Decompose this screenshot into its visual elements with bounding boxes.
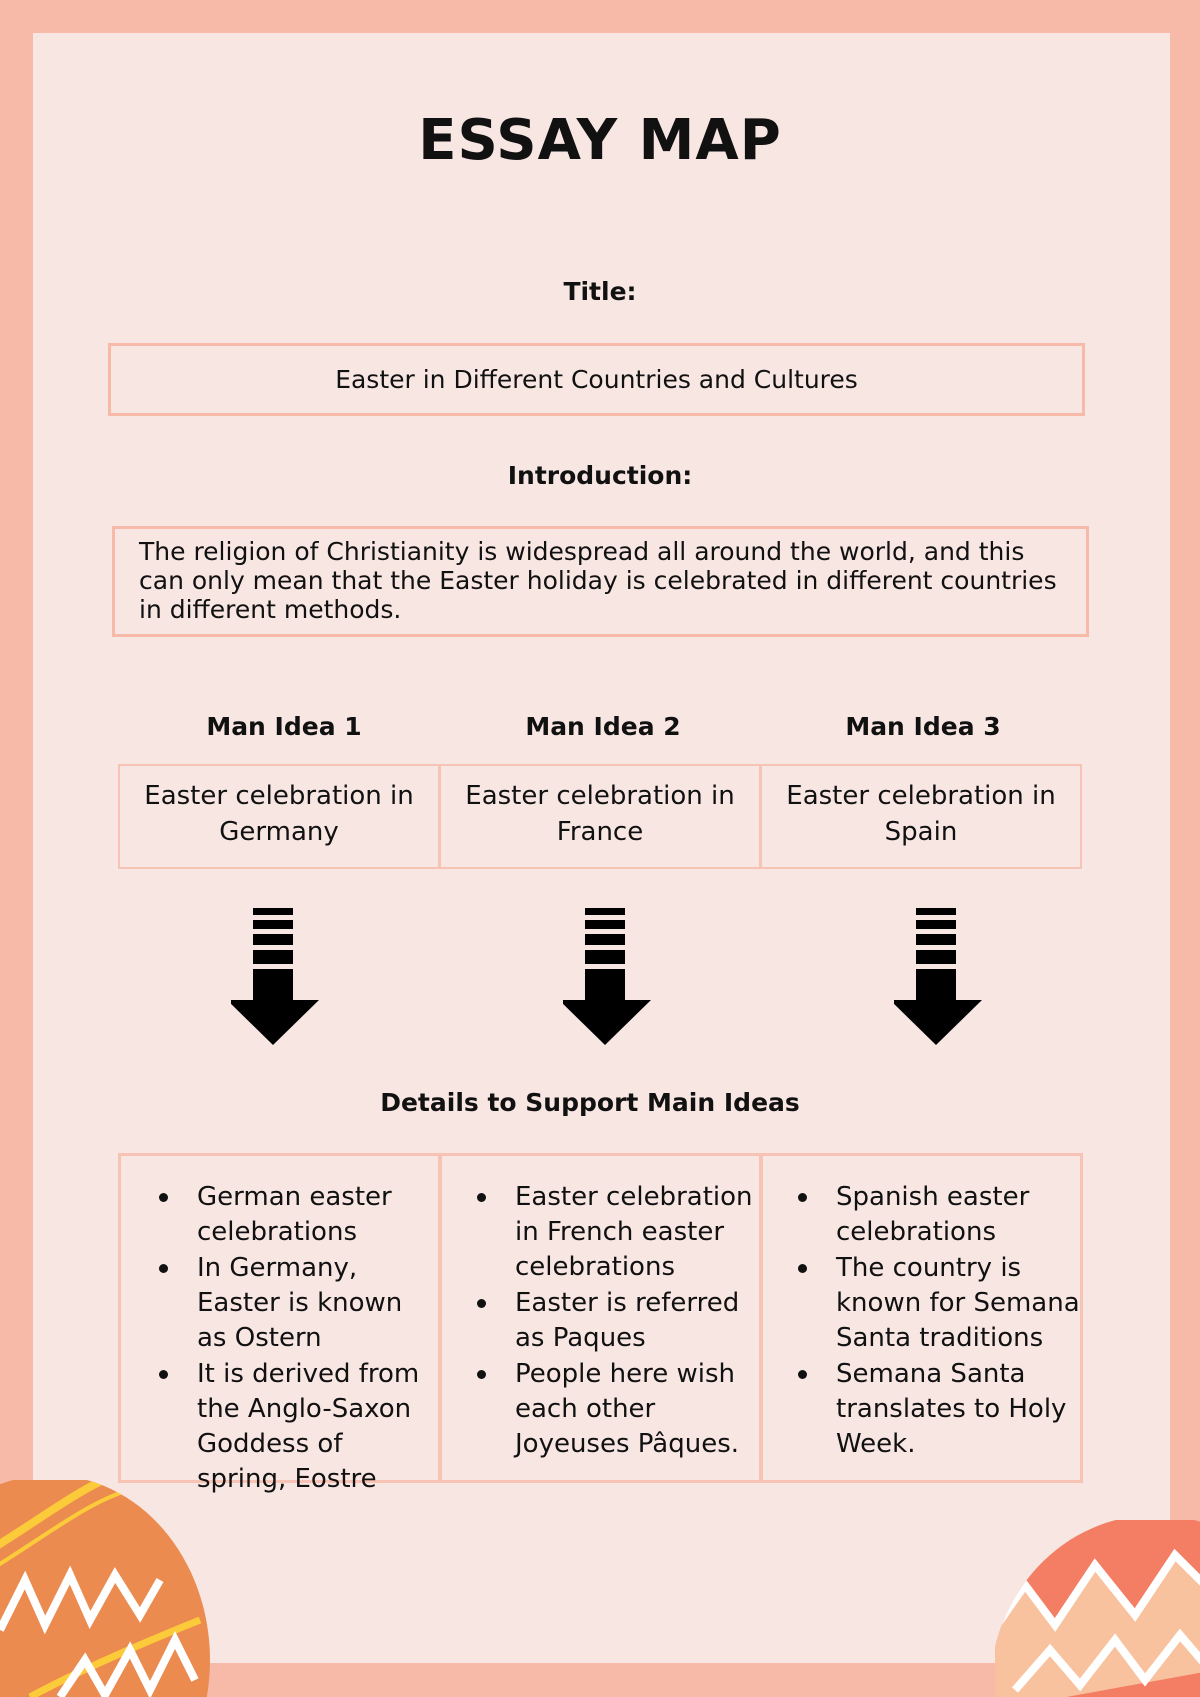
list-item: People here wish each other Joyeuses Pâques. — [515, 1357, 759, 1462]
list-item: It is derived from the Anglo-Saxon Goddess of spring, Eostre — [197, 1357, 438, 1497]
main-idea-2-text: Easter celebration in France — [465, 781, 735, 847]
title-value: Easter in Different Countries and Cultures — [335, 365, 858, 394]
introduction-field — [112, 526, 1089, 637]
list-item: German easter celebrations — [197, 1180, 438, 1250]
main-idea-3-label: Man Idea 3 — [845, 712, 1001, 741]
title-field — [108, 343, 1085, 416]
page-title: ESSAY MAP — [418, 108, 782, 173]
list-item: Easter celebration in French easter celebrations — [515, 1180, 759, 1285]
details-box-1 — [118, 1153, 441, 1494]
details-box-2 — [439, 1153, 762, 1483]
easter-egg-icon — [995, 1520, 1200, 1697]
details-box-3 — [760, 1153, 1083, 1483]
details-list-1 — [121, 1156, 438, 1497]
main-idea-1-label: Man Idea 1 — [206, 712, 362, 741]
list-item: Easter is referred as Paques — [515, 1286, 759, 1356]
list-item: In Germany, Easter is known as Ostern — [197, 1251, 438, 1356]
introduction-text: The religion of Christianity is widespread all around the world, and this can only mean that the Easter holiday is celebrated in different countries in different methods. — [139, 537, 1057, 624]
main-idea-3-text: Easter celebration in Spain — [786, 781, 1056, 847]
main-idea-1-text: Easter celebration in Germany — [144, 781, 414, 847]
down-arrow-icon — [894, 908, 984, 1046]
main-idea-2-label: Man Idea 2 — [525, 712, 681, 741]
down-arrow-icon — [231, 908, 321, 1046]
easter-egg-icon — [0, 1480, 215, 1697]
down-arrow-icon — [563, 908, 653, 1046]
list-item: Spanish easter celebrations — [836, 1180, 1080, 1250]
list-item: The country is known for Semana Santa traditions — [836, 1251, 1080, 1356]
details-list-2 — [442, 1156, 759, 1462]
main-idea-3-box — [760, 764, 1082, 869]
list-item: Semana Santa translates to Holy Week. — [836, 1357, 1080, 1462]
main-idea-2-box — [439, 764, 761, 869]
details-list-3 — [763, 1156, 1080, 1462]
details-label: Details to Support Main Ideas — [380, 1088, 800, 1117]
main-idea-1-box — [118, 764, 440, 869]
introduction-label: Introduction: — [507, 461, 693, 490]
title-label: Title: — [563, 277, 637, 306]
